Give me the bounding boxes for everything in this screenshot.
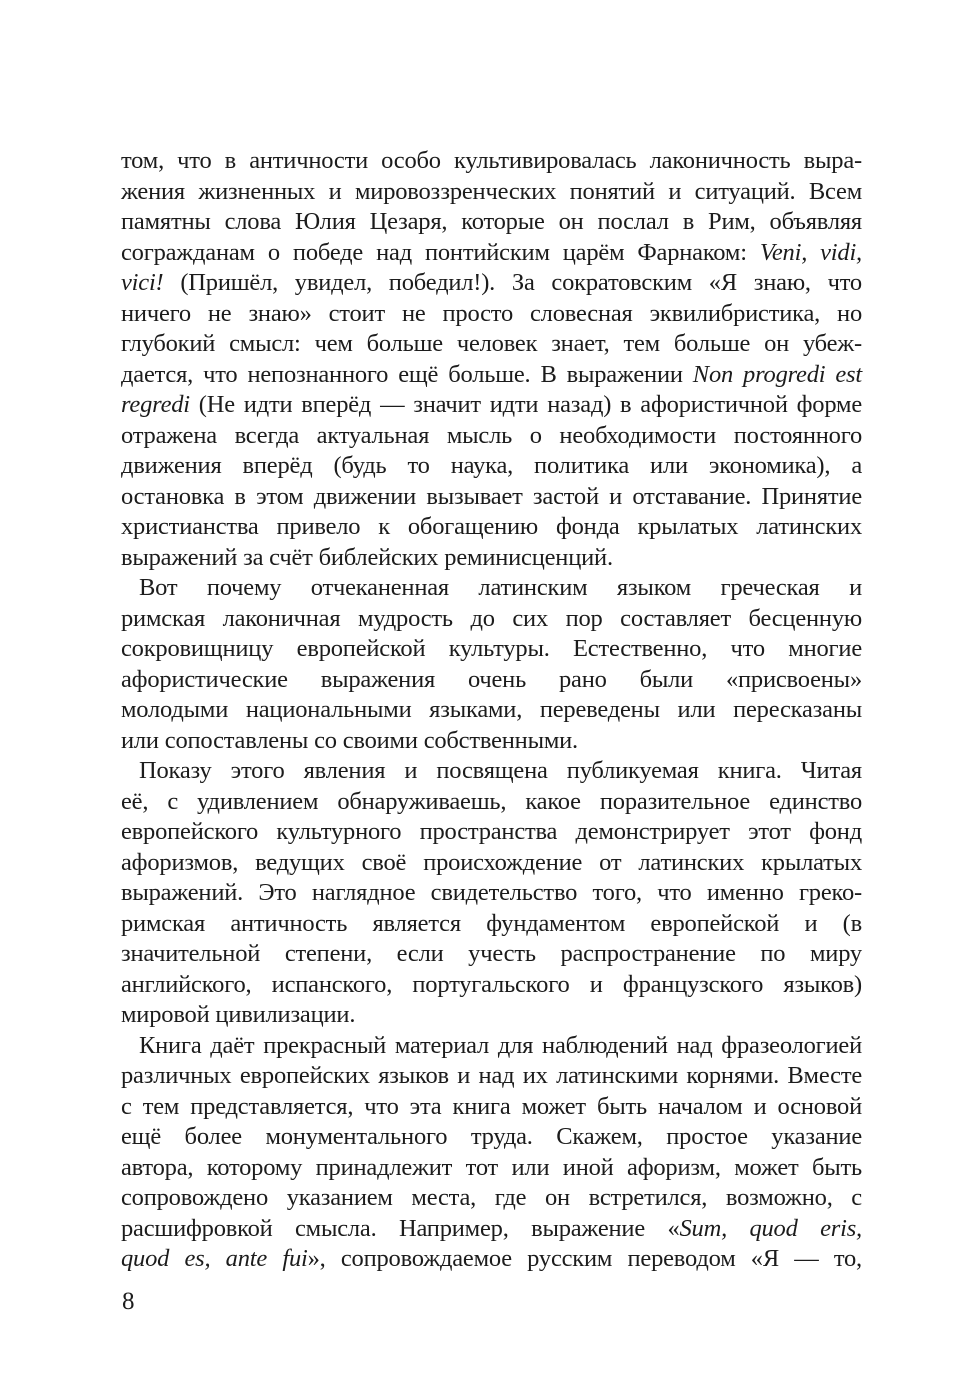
text-line — [121, 299, 862, 330]
text-line — [121, 1092, 862, 1123]
page-number: 8 — [122, 1288, 135, 1315]
text-segment: сопровождено указанием места, где он встретился, возможно, с — [121, 1184, 862, 1211]
text-segment: римская лаконичная мудрость до сих пор составляет бесценную — [121, 604, 862, 632]
text-line — [121, 360, 862, 391]
text-line — [121, 1183, 862, 1214]
text-line — [121, 1153, 862, 1184]
text-line — [121, 268, 862, 299]
text-line — [121, 1000, 862, 1031]
text-segment: молодыми национальными языками, переведены или пересказаны — [121, 696, 862, 723]
text-line — [121, 1214, 862, 1245]
text-line — [121, 512, 862, 543]
text-line — [121, 1244, 862, 1275]
text-segment: (Пришёл, увидел, победил!). За сократовским «Я знаю, что — [163, 269, 862, 296]
text-line — [121, 970, 862, 1001]
latin-italic-segment: Non progredi est — [692, 360, 862, 388]
text-segment: христианства привело к обогащению фонда крылатых латинских — [121, 513, 862, 540]
text-segment: выражений. Это наглядное свидетельство того, что именно греко- — [121, 879, 862, 906]
text-segment: Показу этого явления и посвящена публикуемая книга. Читая — [139, 757, 862, 784]
text-segment: согражданам о победе над понтийским царём Фарнаком: — [121, 238, 760, 266]
text-line — [121, 756, 862, 787]
text-line — [121, 421, 862, 452]
text-line — [121, 817, 862, 848]
text-segment: », сопровождаемое русским переводом «Я — то, — [307, 1245, 862, 1272]
text-line — [121, 1061, 862, 1092]
text-line — [121, 238, 862, 269]
text-line — [121, 909, 862, 940]
text-line — [121, 177, 862, 208]
text-segment: афористические выражения очень рано были «присвоены» — [121, 665, 862, 693]
text-segment: сокровищницу европейской культуры. Естественно, что многие — [121, 635, 862, 662]
latin-italic-segment: vici! — [121, 269, 164, 296]
text-segment: памятны слова Юлия Цезаря, которые он послал в Рим, объявляя — [121, 208, 862, 235]
text-segment: (Не идти вперёд — значит идти назад) в афористичной форме — [189, 391, 862, 418]
text-line — [121, 878, 862, 909]
text-line — [121, 787, 862, 818]
text-segment: английского, испанского, португальского и французского языков) — [121, 970, 862, 998]
latin-italic-segment: Sum, quod eris, — [679, 1214, 862, 1242]
latin-italic-segment: quod es, ante fui — [121, 1245, 308, 1272]
text-line — [121, 848, 862, 879]
text-block — [121, 146, 862, 1275]
text-line — [121, 726, 862, 757]
text-line — [121, 573, 862, 604]
latin-italic-segment: Veni, vidi, — [759, 238, 862, 266]
text-segment: дается, что непознанного ещё больше. В выражении — [121, 360, 693, 388]
text-segment: европейского культурного пространства демонстрирует этот фонд — [121, 818, 862, 845]
text-line — [121, 939, 862, 970]
text-line — [121, 207, 862, 238]
text-segment: ничего не знаю» стоит не просто словесная эквилибристика, но — [121, 299, 862, 327]
text-segment: мировой цивилизации. — [121, 1001, 356, 1028]
text-segment: отражена всегда актуальная мысль о необходимости постоянного — [121, 421, 862, 449]
text-line — [121, 604, 862, 635]
text-segment: римская античность является фундаментом европейской и (в — [121, 909, 862, 937]
text-segment: движения вперёд (будь то наука, политика или экономика), а — [121, 452, 862, 479]
text-line — [121, 451, 862, 482]
text-line — [121, 1122, 862, 1153]
text-segment: глубокий смысл: чем больше человек знает, тем больше он убеж- — [121, 330, 862, 357]
text-segment: расшифровкой смысла. Например, выражение « — [121, 1214, 680, 1242]
latin-italic-segment: regredi — [121, 391, 190, 418]
text-line — [121, 634, 862, 665]
text-segment: выражений за счёт библейских реминисценций. — [121, 543, 613, 571]
text-segment: том, что в античности особо культивировалась лаконичность выра- — [121, 147, 862, 174]
text-segment: или сопоставлены со своими собственными. — [121, 726, 578, 754]
text-segment: Книга даёт прекрасный материал для наблюдений над фразеологией — [139, 1031, 862, 1059]
text-segment: остановка в этом движении вызывает застой и отставание. Принятие — [121, 482, 862, 510]
text-segment: различных европейских языков и над их латинскими корнями. Вместе — [121, 1062, 862, 1089]
text-segment: афоризмов, ведущих своё происхождение от латинских крылатых — [121, 848, 862, 876]
text-line — [121, 390, 862, 421]
text-segment: ещё более монументального труда. Скажем, простое указание — [121, 1123, 862, 1150]
text-segment: её, с удивлением обнаруживаешь, какое поразительное единство — [121, 787, 862, 815]
text-segment: Вот почему отчеканенная латинским языком греческая и — [139, 574, 862, 601]
text-line — [121, 695, 862, 726]
text-line — [121, 146, 862, 177]
text-line — [121, 1031, 862, 1062]
text-segment: жения жизненных и мировоззренческих понятий и ситуаций. Всем — [121, 177, 862, 205]
text-segment: автора, которому принадлежит тот или иной афоризм, может быть — [121, 1153, 862, 1181]
text-line — [121, 482, 862, 513]
text-line — [121, 665, 862, 696]
text-line — [121, 329, 862, 360]
text-segment: с тем представляется, что эта книга может быть началом и основой — [121, 1092, 862, 1120]
text-line — [121, 543, 862, 574]
text-segment: значительной степени, если учесть распространение по миру — [121, 940, 862, 967]
